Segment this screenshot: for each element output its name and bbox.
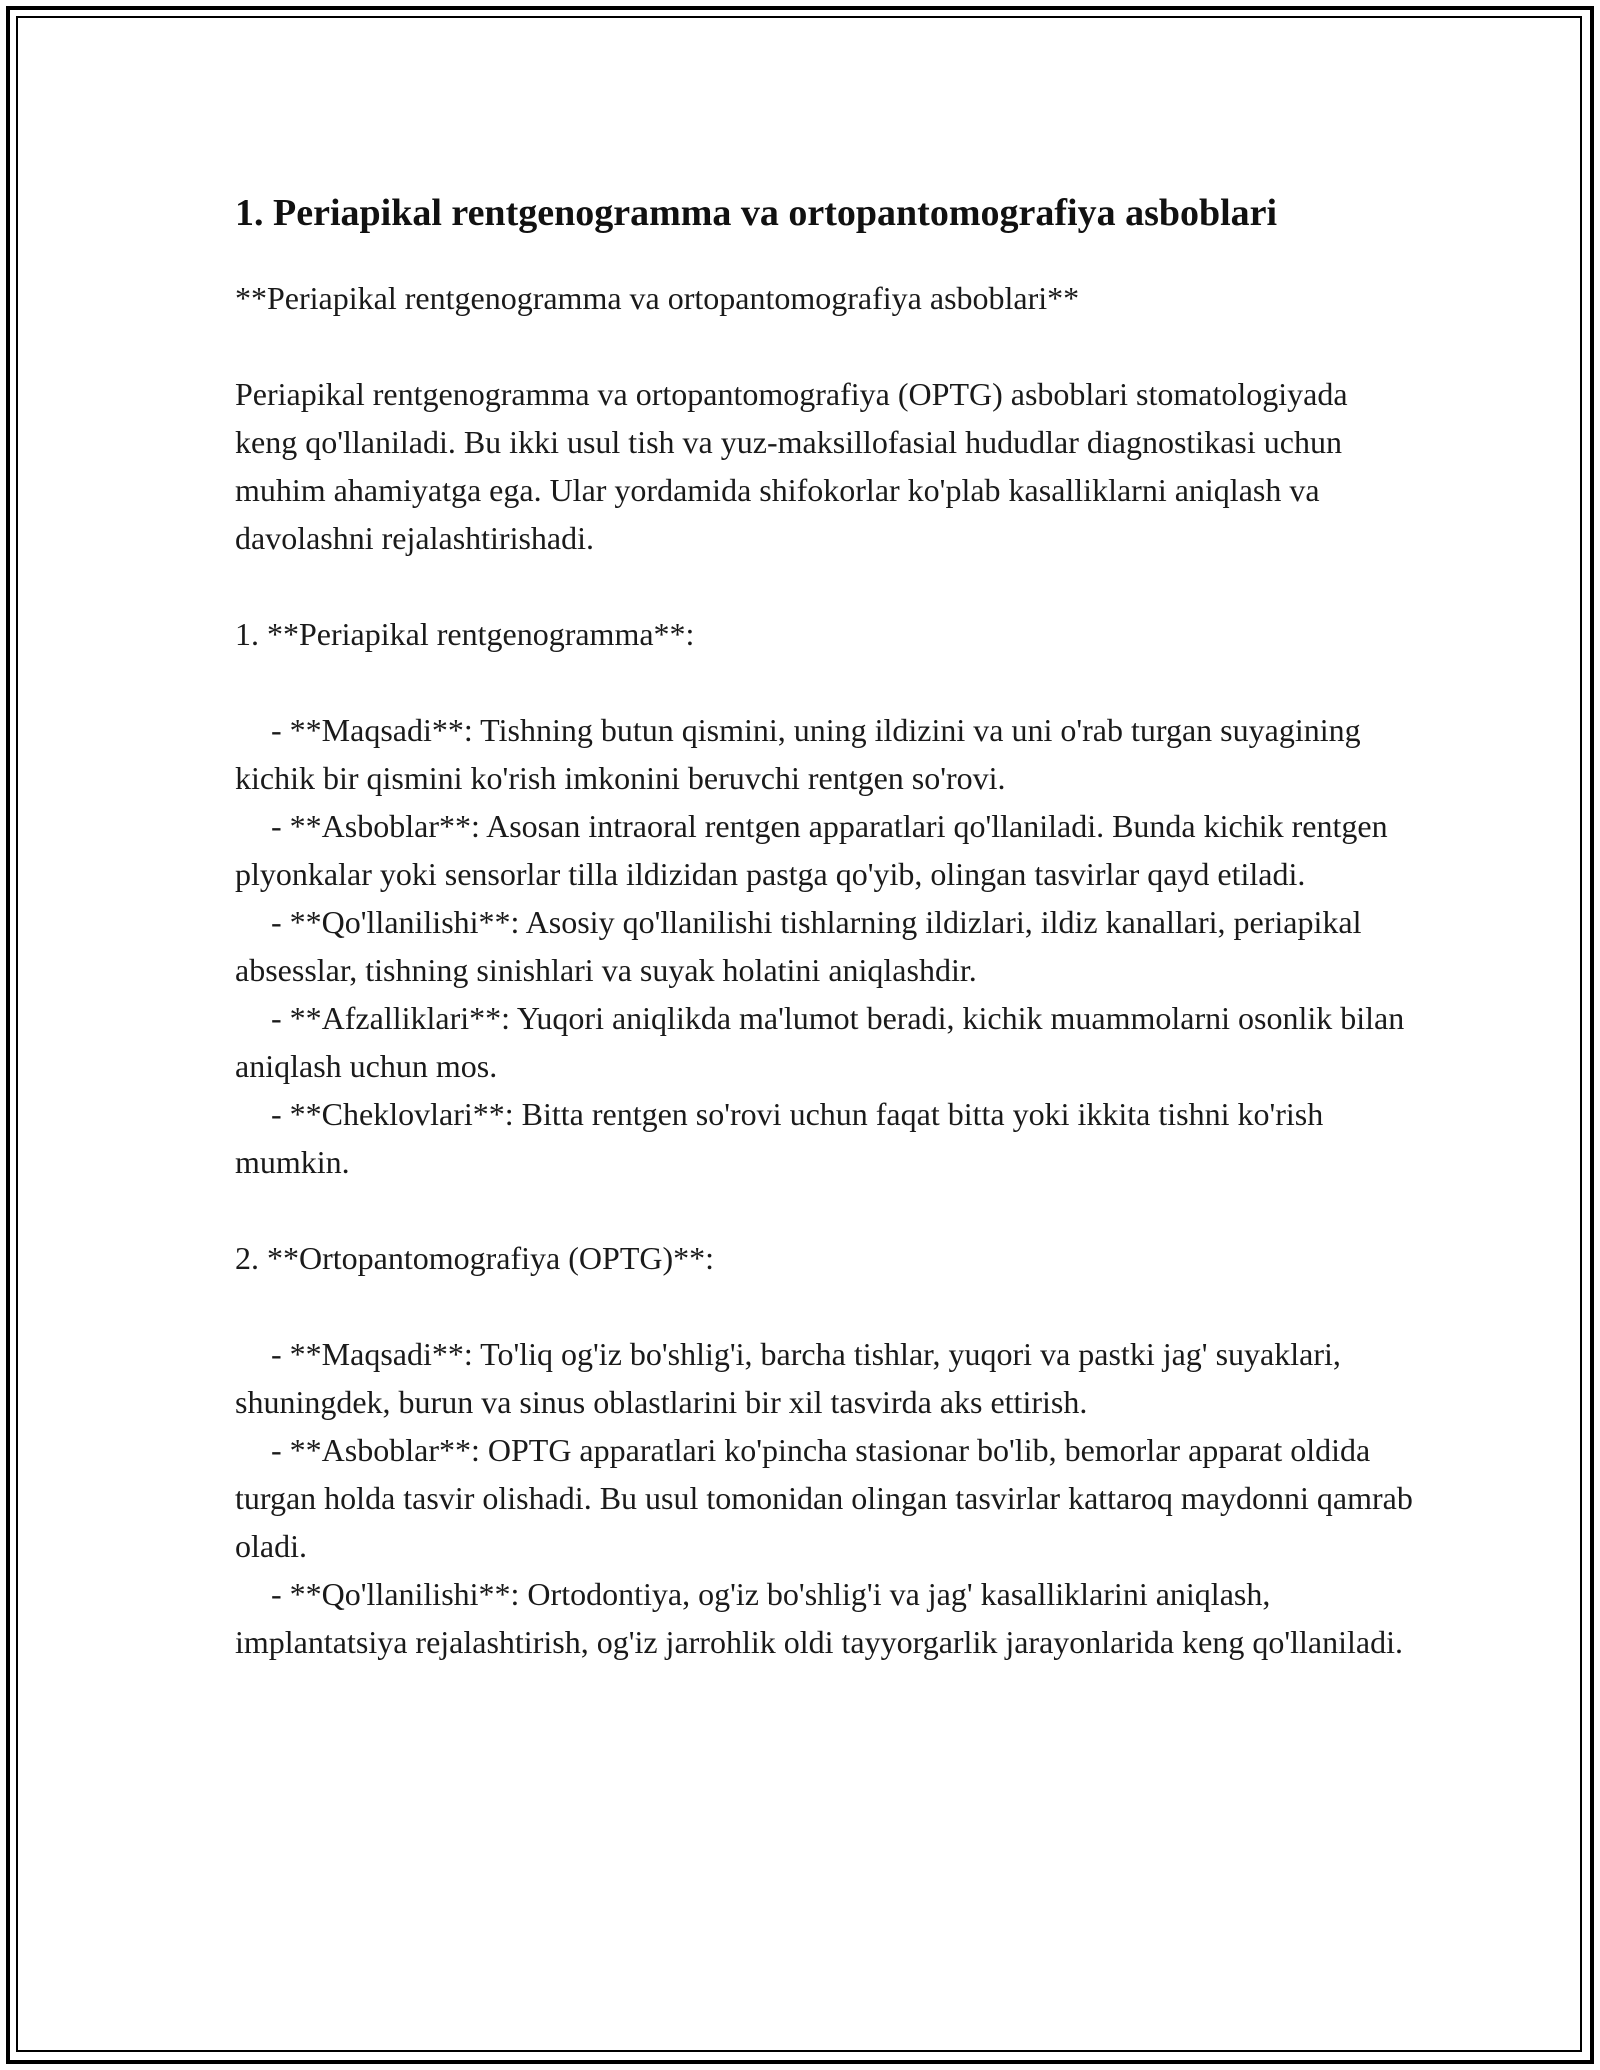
document-heading: 1. Periapikal rentgenogramma va ortopantomografiya asboblari bbox=[235, 192, 1278, 234]
document-body bbox=[235, 186, 1421, 1666]
section-1-title: 1. **Periapikal rentgenogramma**: bbox=[235, 616, 695, 652]
spacer bbox=[235, 562, 1415, 610]
section-1-item-afzalliklari: - **Afzalliklari**: Yuqori aniqlikda ma'lumot beradi, kichik muammolarni osonlik bilan aniqlash uchun mos. bbox=[235, 1000, 1413, 1084]
section-2-item-asboblar: - **Asboblar**: OPTG apparatlari ko'pincha stasionar bo'lib, bemorlar apparat oldida turgan holda tasvir olishadi. Bu usul tomonidan olingan tasvirlar kattaroq maydonni qamrab oladi. bbox=[235, 1432, 1421, 1564]
intro-paragraph: Periapikal rentgenogramma va ortopantomografiya (OPTG) asboblari stomatologiyada keng qo'llaniladi. Bu ikki usul tish va yuz-maksillofasial hududlar diagnostikasi uchun muhim ahamiyatga ega. Ular yordamida shifokorlar ko'plab kasalliklarni aniqlash va davolashni rejalashtirishadi. bbox=[235, 376, 1356, 556]
section-1-item-qollanilishi: - **Qo'llanilishi**: Asosiy qo'llanilishi tishlarning ildizlari, ildiz kanallari, periapikal absesslar, tishning sinishlari va suyak holatini aniqlashdir. bbox=[235, 904, 1370, 988]
section-1-item-maqsadi: - **Maqsadi**: Tishning butun qismini, uning ildizini va uni o'rab turgan suyagining kichik bir qismini ko'rish imkonini beruvchi rentgen so'rovi. bbox=[235, 712, 1369, 796]
document-subtitle: **Periapikal rentgenogramma va ortopantomografiya asboblari** bbox=[235, 280, 1080, 316]
section-2-title: 2. **Ortopantomografiya (OPTG)**: bbox=[235, 1240, 715, 1276]
spacer bbox=[235, 322, 1415, 370]
section-1-item-asboblar: - **Asboblar**: Asosan intraoral rentgen apparatlari qo'llaniladi. Bunda kichik rentgen plyonkalar yoki sensorlar tilla ildizidan pastga qo'yib, olingan tasvirlar qayd etiladi. bbox=[235, 808, 1396, 892]
spacer bbox=[235, 1282, 1415, 1330]
spacer bbox=[235, 658, 1415, 706]
section-2-item-maqsadi: - **Maqsadi**: To'liq og'iz bo'shlig'i, barcha tishlar, yuqori va pastki jag' suyaklari, shuningdek, burun va sinus oblastlarini bir xil tasvirda aks ettirish. bbox=[235, 1336, 1349, 1420]
section-2-item-qollanilishi: - **Qo'llanilishi**: Ortodontiya, og'iz bo'shlig'i va jag' kasalliklarini aniqlash, implantatsiya rejalashtirish, og'iz jarrohlik oldi tayyorgarlik jarayonlarida keng qo'llaniladi. bbox=[235, 1576, 1403, 1660]
spacer bbox=[235, 1186, 1415, 1234]
section-1-item-cheklovlari: - **Cheklovlari**: Bitta rentgen so'rovi uchun faqat bitta yoki ikkita tishni ko'rish mumkin. bbox=[235, 1096, 1332, 1180]
